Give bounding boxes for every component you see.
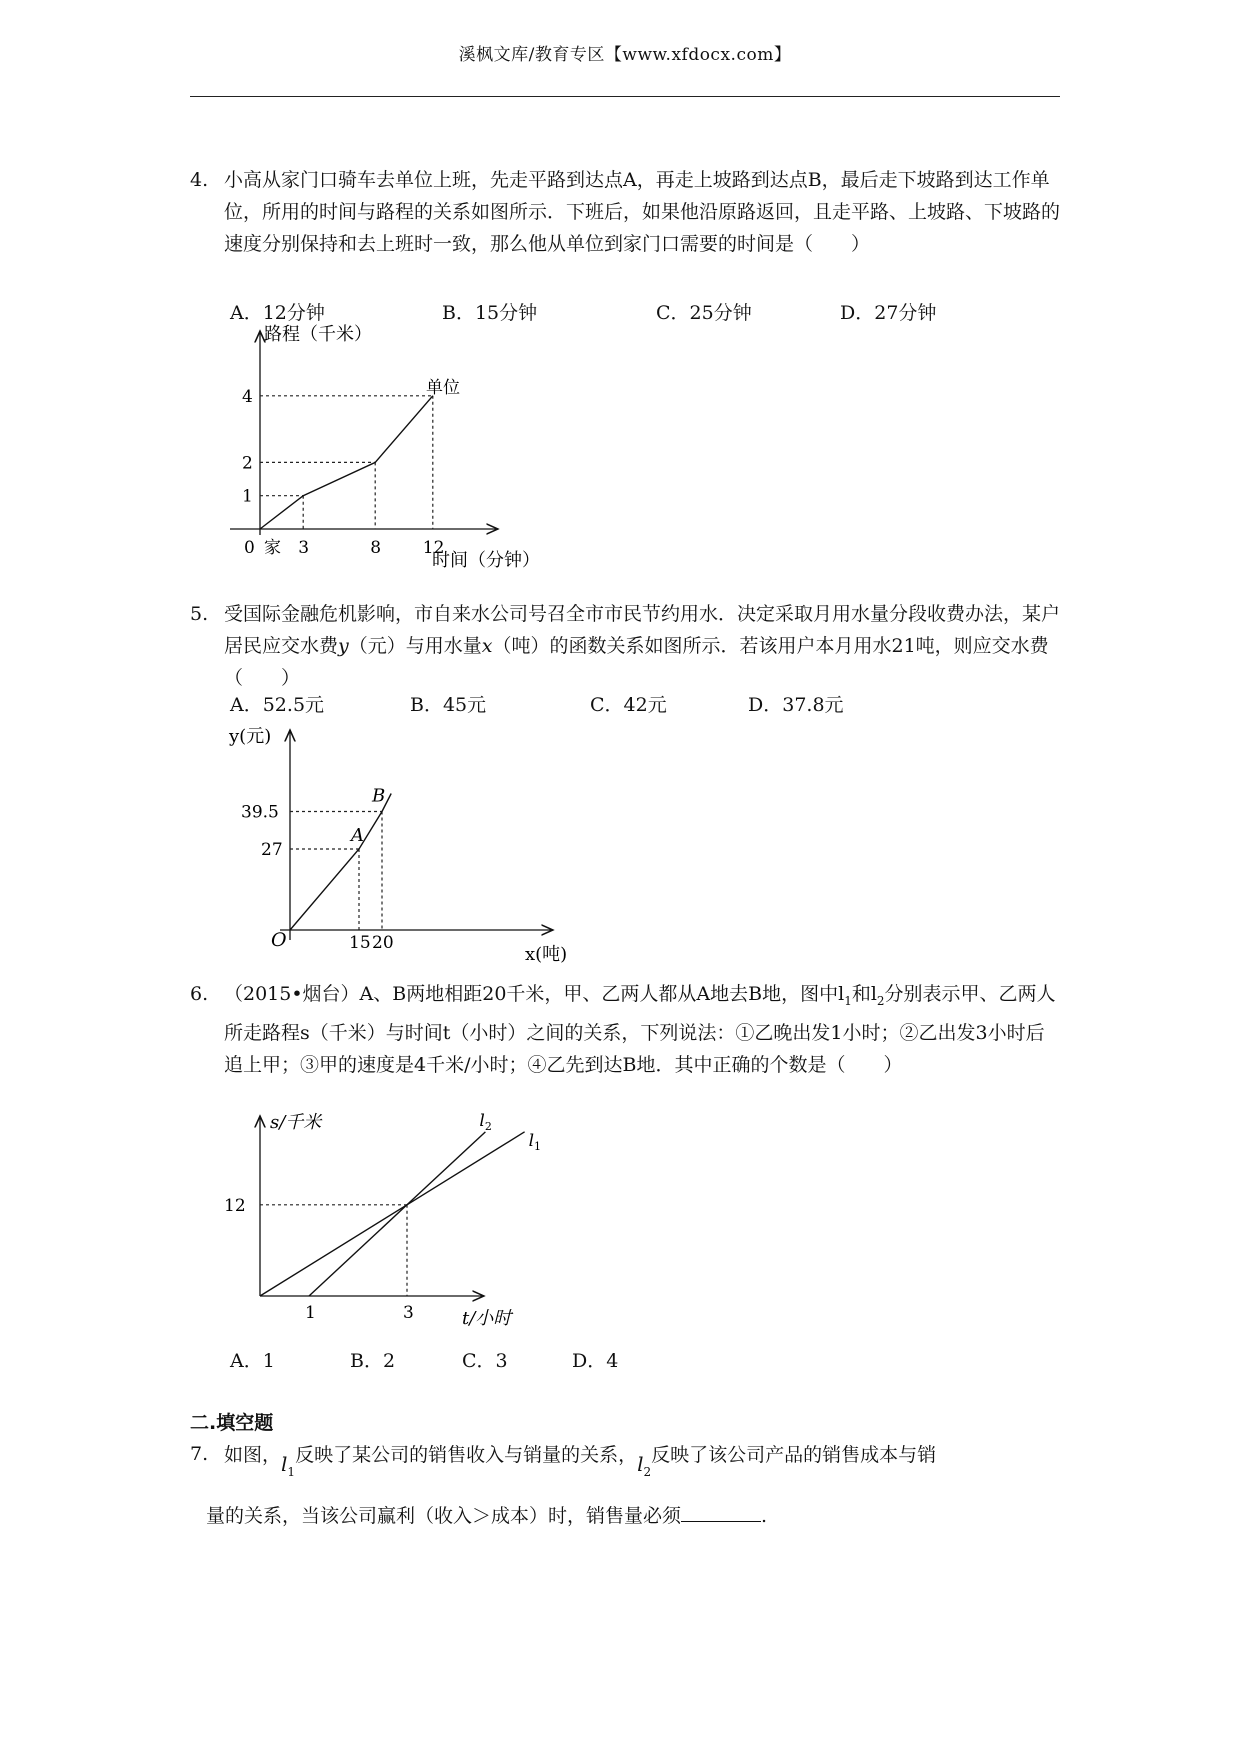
y-tick-label: 39.5 <box>241 802 279 823</box>
chart-distance-time <box>230 324 540 580</box>
question-text-line2: 量的关系，当该公司赢利（收入＞成本）时，销售量必须 <box>206 1505 682 1527</box>
y-tick-label: 12 <box>224 1195 246 1216</box>
origin-label: O <box>271 929 287 951</box>
x-tick-label: 12 <box>422 538 445 558</box>
point-b-label: B <box>372 785 386 807</box>
option-d: D．4 <box>572 1350 619 1372</box>
chart-water-fee <box>225 722 590 967</box>
x-axis-label: x(吨) <box>525 944 568 965</box>
question-6 <box>190 978 1060 1081</box>
y-axis-label: y(元) <box>229 726 272 747</box>
l2-line <box>309 1132 485 1296</box>
end-point-label: 单位 <box>426 378 460 398</box>
x-axis-label: t/小时 <box>462 1308 512 1329</box>
section-title: 二.填空题 <box>190 1412 274 1434</box>
question-text-line1: 如图，$l_1$反映了某公司的销售收入与销量的关系，$l_2$反映了该公司产品的销售成本与销 <box>224 1444 937 1479</box>
chart-distance-time-l1-l2 <box>222 1108 542 1333</box>
x-tick-label: 15 <box>349 933 371 953</box>
answer-blank[interactable] <box>681 1501 761 1522</box>
var-x: x <box>481 635 493 657</box>
option-d: D．37.8元 <box>748 694 844 716</box>
option-b: B．15分钟 <box>442 302 538 324</box>
question-number: 4. <box>190 169 209 191</box>
l1-label: $l_1$ <box>528 1130 542 1153</box>
header-divider <box>190 96 1060 97</box>
question-7-line2: 量的关系，当该公司赢利（收入＞成本）时，销售量必须 . <box>206 1500 1076 1532</box>
question-text: 小高从家门口骑车去单位上班，先走平路到达点A，再走上坡路到达点B，最后走下坡路到达工作单位，所用的时间与路程的关系如图所示．下班后，如果他沿原路返回，且走平路、上坡路、下坡路的速度分别保持和去上班时一致，那么他从单位到家门口需要的时间是（ ） <box>224 169 1061 255</box>
option-b: B．2 <box>350 1350 396 1372</box>
question-4 <box>190 164 1060 260</box>
option-b: B．45元 <box>410 694 487 716</box>
y-tick-label: 1 <box>242 486 253 507</box>
x-tick-label: 20 <box>372 933 394 953</box>
x-tick-label: 3 <box>403 1303 414 1323</box>
question-number: 7. <box>190 1443 209 1465</box>
y-tick-label: 27 <box>261 840 283 860</box>
x-tick-label: 3 <box>298 538 310 558</box>
fee-line <box>290 794 391 931</box>
origin-home-label: 家 <box>264 538 281 558</box>
x-axis-label: 时间（分钟） <box>432 550 540 571</box>
y-tick-label: 2 <box>242 453 253 474</box>
var-y: y <box>338 635 349 657</box>
option-a: A．1 <box>230 1350 275 1372</box>
question-text: 受国际金融危机影响，市自来水公司号召全市市民节约用水．决定采取月用水量分段收费办法，某户居民应交水费y（元）与用水量x（吨）的函数关系如图所示．若该用户本月用水21吨，则应交水费（ ） <box>224 603 1061 689</box>
option-a: A．12分钟 <box>230 302 325 324</box>
y-axis-label: 路程（千米） <box>264 324 372 345</box>
question-number: 6. <box>190 983 209 1005</box>
l1-line <box>260 1132 525 1296</box>
option-c: C．42元 <box>590 694 667 716</box>
option-d: D．27分钟 <box>840 302 937 324</box>
x-tick-label: 1 <box>305 1303 316 1323</box>
l2-label: $l_2$ <box>479 1110 492 1133</box>
origin-tick: 0 <box>244 538 255 558</box>
y-axis-label: s/千米 <box>270 1112 322 1133</box>
l1-symbol: $l_1$ <box>281 1452 296 1479</box>
option-a: A．52.5元 <box>230 694 325 716</box>
l2-symbol: $l_2$ <box>637 1452 652 1479</box>
point-a-label: A <box>351 825 364 846</box>
y-tick-label: 4 <box>242 386 253 407</box>
x-tick-label: 8 <box>370 538 382 558</box>
question-number: 5. <box>190 603 209 625</box>
option-c: C．3 <box>462 1350 508 1372</box>
question-7 <box>190 1438 1060 1478</box>
page-header: 溪枫文库/教育专区【www.xfdocx.com】 <box>458 45 792 65</box>
option-c: C．25分钟 <box>656 302 752 324</box>
question-5 <box>190 598 1060 694</box>
question-text: （2015•烟台）A、B两地相距20千米，甲、乙两人都从A地去B地，图中$l_1$和$l_2$分别表示甲、乙两人所走路程s（千米）与时间t（小时）之间的关系，下列说法：①乙晚出发1小时；②乙出发3小时后追上甲；③甲的速度是4千米/小时；④乙先到达B地．其中正确的个数是（ ） <box>224 983 1056 1076</box>
